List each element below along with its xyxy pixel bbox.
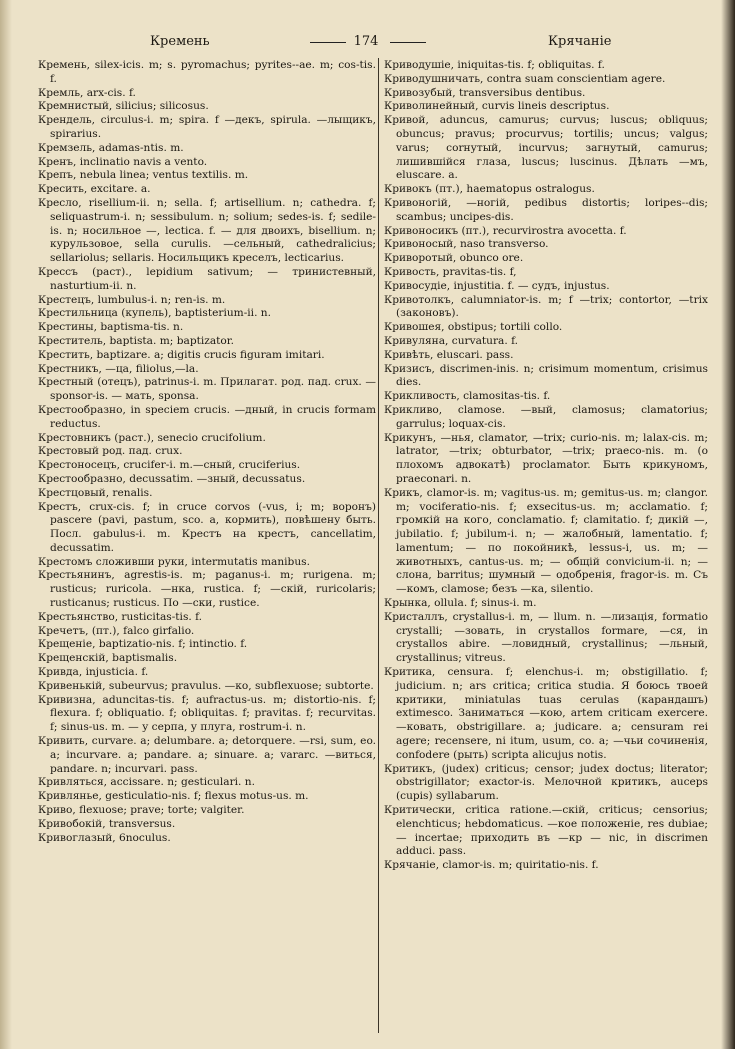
column-divider bbox=[378, 58, 379, 1033]
dictionary-entry: Кривокъ (пт.), haematopus ostralogus. bbox=[384, 183, 595, 196]
dictionary-entry: Крестить, baptizare. a; digitis crucis figuram imitari. bbox=[38, 348, 325, 361]
dictionary-entry: Кривотолкъ, calumniator-is. m; f —trix; contortor, —trix (законовъ). bbox=[384, 293, 708, 320]
dictionary-entry: Критикъ, (judex) criticus; censor; judex doctus; literator; obstrigillator; exactor-is. Мелочной критикъ, auceps (cupis) syllabarum. bbox=[384, 762, 708, 803]
dictionary-entry: Кремзель, adamas-ntis. m. bbox=[38, 141, 184, 154]
dictionary-entry: Крикъ, clamor-is. m; vagitus-us. m; gemitus-us. m; clangor. m; vociferatio-nis. f; exsecitus-us. m; acclamatio. f; громкій на кого, conclamatio. f; clamitatio. f; дикій —, jubilatio. f; jubilum-i. n; — жалобный, lamentatio. f; lamentum; — по покойникѣ, lessus-i, us. m; — животныхъ, cantus-us. m; — общій convicium-ii. n; — слона, barritus; шумный — одобренія, fragor-is. m. Съ —комъ, clamose; безъ —ка, silentio. bbox=[384, 486, 708, 596]
dictionary-entry: Креститель, baptista. m; baptizator. bbox=[38, 334, 235, 347]
dictionary-entry: Критика, censura. f; elenchus-i. m; obstigillatio. f; judicium. n; ars critica; critica studia. Я боюсь твоей критики, miniatulas tuas cerulas (карандашъ) extimesco. Заниматься —кою, artem criticam exercere. —ковать, obstrigillare. a; judicare. a; censuram rei agere; recensere, ni itum, usum, co. a; —чьи сочиненія, confodere (рыть) scripta alicujus notis. bbox=[384, 666, 708, 761]
dictionary-entry: Крещенскій, baptismalis. bbox=[38, 652, 178, 665]
dictionary-entry: Кремль, arx-cis. f. bbox=[38, 86, 136, 99]
dictionary-entry: Кривобокій, transversus. bbox=[38, 817, 176, 830]
header-left-word: Кремень bbox=[150, 34, 210, 49]
dictionary-entry: Криволинейный, curvis lineis descriptus. bbox=[384, 100, 610, 113]
dictionary-entry: Кресло, risellium-ii. n; sella. f; artisellium. n; cathedra. f; seliquastrum-i. n; sessibulum. n; solium; sedes-is. f; sedile-is. n; носильное —, lectica. f. — для двоихъ, bisellium. n; курульзовое, sella curulis. —сельный, cathedralicius; sellariolus; sellaris. Носильщикъ креселъ, lecticarius. bbox=[38, 196, 376, 265]
dictionary-entry: Кривѣть, eluscari. pass. bbox=[384, 348, 514, 361]
dictionary-entry: Кресить, excitare. a. bbox=[38, 183, 151, 196]
dictionary-entry: Кривой, aduncus, camurus; curvus; luscus; obliquus; obuncus; pravus; procurvus; tortilis; uncus; valgus; varus; corнутый, incurvus; загнутый, camurus; лишившійся глаза, luscus; luscinus. Дѣлать —мъ, eluscare. a. bbox=[384, 114, 708, 182]
dictionary-entry: Кризисъ, discrimen-inis. n; crisimum momentum, crisimus dies. bbox=[384, 362, 708, 389]
page-gutter-shadow bbox=[0, 0, 12, 1049]
dictionary-entry: Кремнистый, silicius; silicosus. bbox=[38, 100, 209, 113]
dictionary-entry: Крещеніе, baptizatio-nis. f; intinctio. f. bbox=[38, 638, 248, 651]
dictionary-entry: Крепъ, nebula linea; ventus textilis. m. bbox=[38, 169, 249, 182]
dictionary-entry: Крынка, ollula. f; sinus-i. m. bbox=[384, 597, 537, 610]
dictionary-entry: Крестцовый, renalis. bbox=[38, 486, 153, 499]
dictionary-entry: Кривенькій, subeurvus; pravulus. —ко, subflexuose; subtorte. bbox=[38, 679, 374, 692]
dictionary-entry: Криворотый, obunco ore. bbox=[384, 252, 524, 265]
dictionary-entry: Крестьянство, rusticitas-tis. f. bbox=[38, 610, 203, 623]
dictionary-entry: Крестецъ, lumbulus-i. n; ren-is. m. bbox=[38, 293, 226, 306]
dictionary-entry: Кривда, injusticia. f. bbox=[38, 666, 149, 679]
dictionary-entry: Кривоглазый, 6noculus. bbox=[38, 831, 171, 844]
page-number: 174 bbox=[316, 34, 416, 49]
dictionary-entry: Кривоносикъ (пт.), recurvirostra avocetta. f. bbox=[384, 224, 627, 237]
dictionary-entry: Крестъ, crux-cis. f; in cruce corvos (-vus, i; m; воронъ) pascere (pavi, pastum, sco. a, кормить), повѣшену быть. Посл. gabulus-i. m. Крестъ на крестъ, cancellatim, decussatim. bbox=[38, 500, 376, 554]
dictionary-entry: Кривляться, accissare. n; gesticulari. n. bbox=[38, 776, 255, 789]
dictionary-entry: Крячаніе, clamor-is. m; quiritatio-nis. f. bbox=[384, 859, 599, 872]
right-column bbox=[384, 59, 708, 873]
dictionary-entry: Криводушничать, contra suam conscientiam agere. bbox=[384, 72, 666, 85]
dictionary-entry: Крестильница (купель), baptisterium-ii. n. bbox=[38, 307, 271, 320]
dictionary-entry: Крестомъ сложивши руки, intermutatis manibus. bbox=[38, 555, 310, 568]
dictionary-entry: Кривоносый, naso transverso. bbox=[384, 238, 549, 251]
dictionary-entry: Крестообразно, decussatim. —зный, decussatus. bbox=[38, 472, 306, 485]
dictionary-entry: Кривоногій, —ногій, pedibus distortis; loripes--dis; scambus; uncipes-dis. bbox=[384, 196, 708, 223]
header-right-word: Крячаніе bbox=[548, 34, 612, 49]
dictionary-entry: Крикливость, clamositas-tis. f. bbox=[384, 390, 551, 403]
dictionary-entry: Криво, flexuose; prave; torte; valgiter. bbox=[38, 804, 245, 817]
dictionary-entry: Кривозубый, transversibus dentibus. bbox=[384, 86, 586, 99]
dictionary-entry: Кренъ, inclinatio navis a vento. bbox=[38, 155, 208, 168]
dictionary-entry: Кречетъ, (пт.), falco girfalio. bbox=[38, 624, 195, 637]
dictionary-entry: Кривизна, aduncitas-tis. f; aufractus-us. m; distortio-nis. f; flexura. f; obliquatio. f; obliquitas. f; pravitas. f; recurvitas. f; sinus-us. m. — у серпа, у плуга, rostrum-i. n. bbox=[38, 693, 376, 734]
left-column bbox=[38, 59, 376, 845]
dictionary-entry: Крессъ (раст)., lepidium sativum; — тринистевный, nasturtium-ii. n. bbox=[38, 265, 376, 292]
dictionary-entry: Крестообразно, in speciem crucis. —дный, in crucis formam reductus. bbox=[38, 403, 376, 430]
page-header bbox=[0, 34, 735, 56]
dictionary-entry: Крестовый род. пад. crux. bbox=[38, 445, 183, 458]
dictionary-entry: Крендель, circulus-i. m; spira. f —декъ, spirula. —лыщикъ, spirarius. bbox=[38, 114, 376, 140]
dictionary-entry: Крестовникъ (раст.), senecio crucifolium. bbox=[38, 431, 266, 444]
dictionary-entry: Крикливо, clamose. —вый, clamosus; clamatorius; garrulus; loquax-cis. bbox=[384, 403, 708, 430]
dictionary-entry: Кривить, curvare. a; delumbare. a; detorquere. —rsi, sum, eo. a; incurvare. a; pandare. a; sinuare. a; vararc. —виться, pandare. n; incurvari. pass. bbox=[38, 735, 376, 775]
dictionary-entry: Крестный (отецъ), patrinus-i. m. Прилагат. род. пад. crux. — sponsor-is. — мать, sponsa. bbox=[38, 376, 376, 403]
dictionary-entry: Крестникъ, —ца, filiolus,—la. bbox=[38, 362, 199, 375]
dictionary-entry: Кривуляна, curvatura. f. bbox=[384, 334, 518, 347]
dictionary-entry: Кривошея, obstipus; tortili collo. bbox=[384, 321, 563, 334]
dictionary-entry: Критически, critica ratione.—скій, criticus; censorius; elenchticus; hebdomaticus. —кое положеніе, res dubiae; — incertae; приходить въ —кр — nic, in discrimen adduci. pass. bbox=[384, 804, 708, 858]
dictionary-entry: Крикунъ, —нья, clamator, —trix; curio-nis. m; lalax-cis. m; latrator, —trix; obturbator, —trix; praeco-nis. m. (о плохомъ адвокатѣ) proclamator. Быть крикуномъ, praeconari. n. bbox=[384, 431, 708, 485]
dictionary-entry: Кривосудіе, injustitia. f. — судъ, injustus. bbox=[384, 279, 610, 292]
dictionary-entry: Кремень, silex-icis. m; s. pyromachus; pyrites--ae. m; cos-tis. f. bbox=[38, 59, 376, 85]
dictionary-entry: Кривлянье, gesticulatio-nis. f; flexus motus-us. m. bbox=[38, 790, 309, 803]
dictionary-entry: Крестьянинъ, agrestis-is. m; paganus-i. m; rurigena. m; rusticus; ruricola. —нка, rustica. f; —скій, ruricolaris; rusticanus; rusticus. По —ски, rustice. bbox=[38, 569, 376, 610]
dictionary-entry: Крестины, baptisma-tis. n. bbox=[38, 321, 184, 334]
dictionary-entry: Кристаллъ, crystallus-i. m, — llum. n. —лизація, formatio crystalli; —зовать, in crystallos formare, —ся, in crystallos abire. —ловидный, crystallinus; —льный, crystallinus; vitreus. bbox=[384, 610, 708, 665]
page-edge bbox=[721, 0, 735, 1049]
dictionary-entry: Крестоносецъ, crucifer-i. m.—сный, cruciferius. bbox=[38, 459, 301, 472]
dictionary-entry: Криводушіе, iniquitas-tis. f; obliquitas. f. bbox=[384, 59, 605, 71]
dictionary-entry: Кривость, pravitas-tis. f, bbox=[384, 265, 517, 278]
